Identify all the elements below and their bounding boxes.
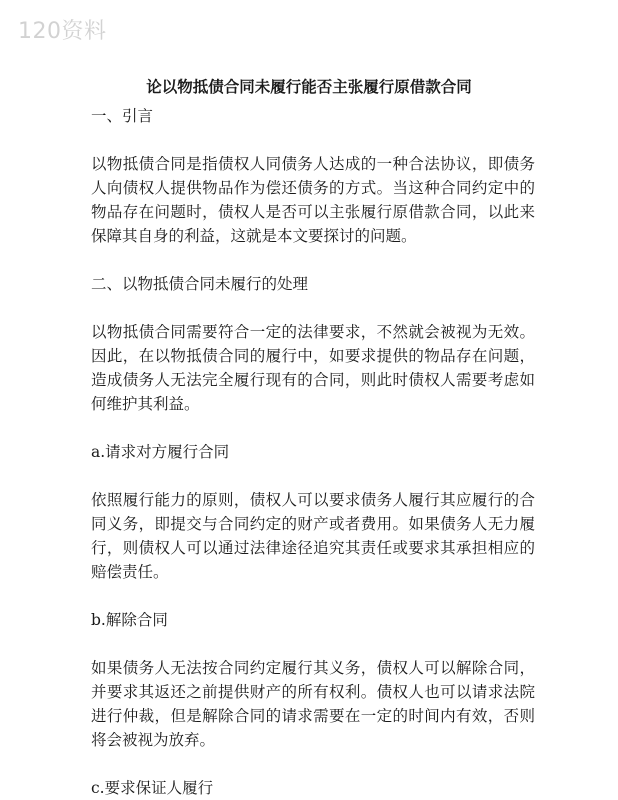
section-heading-handling: 二、以物抵债合同未履行的处理 <box>91 275 309 293</box>
section-paragraph-handling: 以物抵债合同需要符合一定的法律要求，不然就会被视为无效。因此，在以物抵债合同的履行中，如要求提供的物品存在问题，造成债务人无法完全履行现有的合同，则此时债权人需要考虑如何维护其利益。 <box>91 323 535 413</box>
section-heading-guarantor: c.要求保证人履行 <box>91 779 214 797</box>
section-heading-request-performance: a.请求对方履行合同 <box>91 443 230 461</box>
section-paragraph-terminate-contract: 如果债务人无法按合同约定履行其义务，债权人可以解除合同，并要求其返还之前提供财产的所有权利。债权人也可以请求法院进行仲裁，但是解除合同的请求需要在一定的时间内有效，否则将会被视为放弃。 <box>91 659 535 749</box>
section-heading-introduction: 一、引言 <box>91 107 154 125</box>
page-title: 论以物抵债合同未履行能否主张履行原借款合同 <box>146 77 472 96</box>
section-heading-terminate-contract: b.解除合同 <box>91 611 168 629</box>
watermark-logo: 120资料 <box>18 19 107 44</box>
section-paragraph-introduction: 以物抵债合同是指债权人同债务人达成的一种合法协议，即债务人向债权人提供物品作为偿还债务的方式。当这种合同约定中的物品存在问题时，债权人是否可以主张履行原借款合同，以此来保障其自身的利益，这就是本文要探讨的问题。 <box>91 155 535 245</box>
section-paragraph-request-performance: 依照履行能力的原则，债权人可以要求债务人履行其应履行的合同义务，即提交与合同约定的财产或者费用。如果债务人无力履行，则债权人可以通过法律途径追究其责任或要求其承担相应的赔偿责任。 <box>91 491 535 581</box>
document-body <box>91 104 535 800</box>
